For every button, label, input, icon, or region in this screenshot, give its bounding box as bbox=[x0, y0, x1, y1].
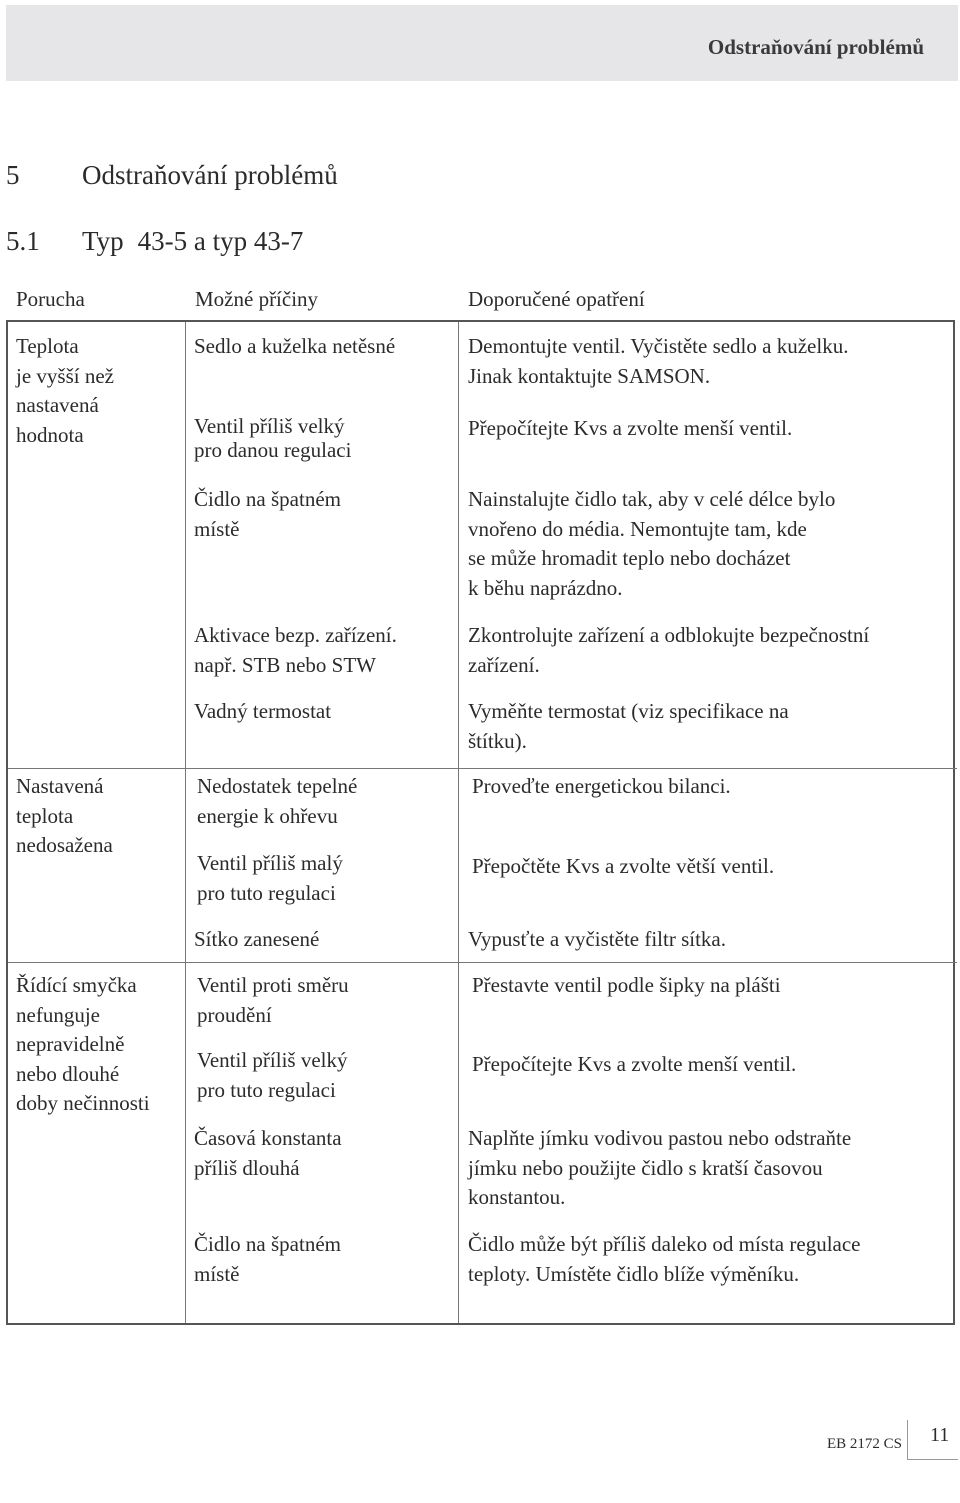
remedy-cell: Přepočítejte Kvs a zvolte menší ventil. bbox=[472, 1052, 797, 1076]
header-bar bbox=[6, 5, 958, 81]
subsection-subtitle: 43-5 a typ 43-7 bbox=[137, 226, 304, 256]
document-code: EB 2172 CS bbox=[827, 1436, 903, 1452]
column-header-fault: Porucha bbox=[16, 287, 85, 311]
section-number: 5 bbox=[6, 160, 20, 190]
remedy-cell: Přepočítejte Kvs a zvolte menší ventil. bbox=[468, 416, 793, 440]
subsection-title: Typ bbox=[82, 226, 124, 256]
section-heading bbox=[6, 160, 338, 191]
cause-cell: Sedlo a kuželka netěsné bbox=[194, 334, 396, 358]
cause-cell: Ventil proti směru proudění bbox=[197, 973, 349, 1027]
cause-cell: Sítko zanesené bbox=[194, 927, 320, 951]
cause-cell: Aktivace bezp. zařízení. např. STB nebo STW bbox=[194, 623, 397, 677]
group-divider bbox=[8, 768, 957, 769]
remedy-cell: Vyměňte termostat (viz specifikace na štítku). bbox=[468, 699, 789, 753]
column-divider bbox=[458, 322, 459, 1323]
remedy-cell: Zkontrolujte zařízení a odblokujte bezpečnostní zařízení. bbox=[468, 623, 870, 677]
column-header-causes: Možné příčiny bbox=[195, 287, 319, 311]
fault-cell: Řídící smyčka nefunguje nepravidelně nebo dlouhé doby nečinnosti bbox=[16, 973, 150, 1115]
cause-cell: Nedostatek tepelné energie k ohřevu bbox=[197, 774, 358, 828]
cause-cell: Ventil příliš malý pro tuto regulaci bbox=[197, 851, 343, 905]
cause-cell: Časová konstanta příliš dlouhá bbox=[194, 1126, 342, 1180]
section-title: Odstraňování problémů bbox=[82, 160, 338, 190]
subsection-heading bbox=[6, 226, 303, 257]
remedy-cell: Vypusťte a vyčistěte filtr sítka. bbox=[468, 927, 726, 951]
remedy-cell: Demontujte ventil. Vyčistěte sedlo a kuželku. Jinak kontaktujte SAMSON. bbox=[468, 334, 849, 388]
page-number: 11 bbox=[930, 1424, 950, 1446]
cause-cell: Ventil příliš velký pro danou regulaci bbox=[194, 414, 352, 462]
column-header-remedies: Doporučené opatření bbox=[468, 287, 645, 311]
cause-cell: Čidlo na špatném místě bbox=[194, 487, 341, 541]
cause-cell: Čidlo na špatném místě bbox=[194, 1232, 341, 1286]
cause-cell: Vadný termostat bbox=[194, 699, 332, 723]
header-title: Odstraňování problémů bbox=[707, 35, 924, 59]
subsection-number: 5.1 bbox=[6, 226, 40, 256]
fault-cell: Teplota je vyšší než nastavená hodnota bbox=[16, 334, 114, 447]
remedy-cell: Proveďte energetickou bilanci. bbox=[472, 774, 731, 798]
cause-cell: Ventil příliš velký pro tuto regulaci bbox=[197, 1048, 348, 1102]
remedy-cell: Naplňte jímku vodivou pastou nebo odstraňte jímku nebo použijte čidlo s kratší časovou konstantou. bbox=[468, 1126, 852, 1209]
remedy-cell: Přestavte ventil podle šipky na plášti bbox=[472, 973, 781, 997]
fault-cell: Nastavená teplota nedosažena bbox=[16, 774, 113, 857]
remedy-cell: Nainstalujte čidlo tak, aby v celé délce bylo vnořeno do média. Nemontujte tam, kde se může hromadit teplo nebo docházet k běhu naprázdno. bbox=[468, 487, 836, 600]
group-divider bbox=[8, 962, 957, 963]
column-divider bbox=[185, 322, 186, 1323]
remedy-cell: Přepočtěte Kvs a zvolte větší ventil. bbox=[472, 854, 775, 878]
remedy-cell: Čidlo může být příliš daleko od místa regulace teploty. Umístěte čidlo blíže výměníku. bbox=[468, 1232, 861, 1286]
